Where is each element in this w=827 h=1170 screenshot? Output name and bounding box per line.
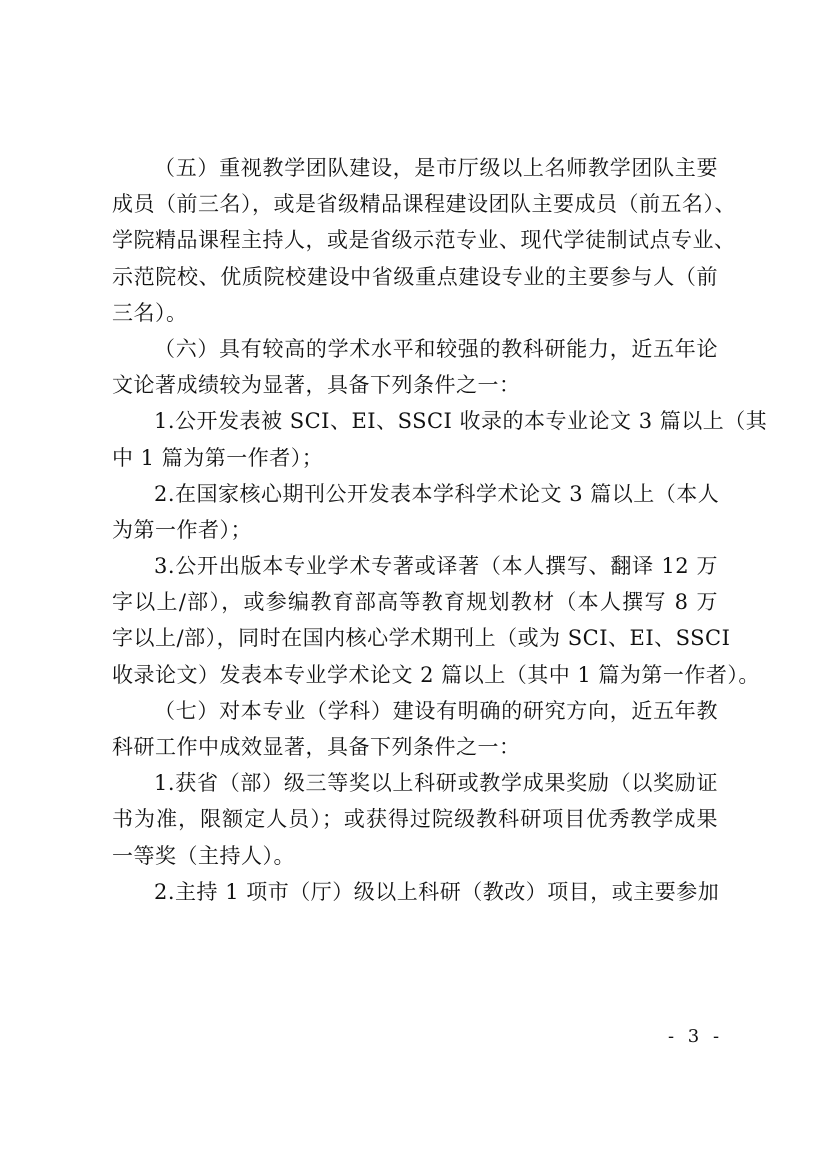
item-7-1-line-2: 书为准，限额定人员）；或获得过院级教科研项目优秀教学成果 <box>112 807 718 832</box>
paragraph-7-line-2: 科研工作中成效显著，具备下列条件之一： <box>112 735 521 759</box>
paragraph-6-line-2: 文论著成绩较为显著，具备下列条件之一： <box>112 373 521 398</box>
item-6-3-line-1: 3.公开出版本专业学术专著或译著（本人撰写、翻译 12 万 <box>154 554 718 579</box>
paragraph-5-line-2: 成员（前三名），或是省级精品课程建设团队主要成员（前五名）、 <box>112 192 736 217</box>
item-6-2-line-1: 2.在国家核心期刊公开发表本学科学术论文 3 篇以上（本人 <box>154 481 720 506</box>
item-7-1-line-3: 一等奖（主持人）。 <box>112 843 295 868</box>
paragraph-5-line-1: （五）重视教学团队建设，是市厅级以上名师教学团队主要 <box>154 156 718 180</box>
paragraph-6-line-1: （六）具有较高的学术水平和较强的教科研能力，近五年论 <box>154 336 718 361</box>
paragraph-5-line-4: 示范院校、优质院校建设中省级重点建设专业的主要参与人（前 <box>112 264 718 289</box>
item-6-3-line-3: 字以上/部），同时在国内核心学术期刊上（或为 SCI、EI、SSCI <box>112 626 731 651</box>
paragraph-5-line-5: 三名）。 <box>112 300 188 325</box>
page-number: - 3 - <box>668 1026 724 1047</box>
item-6-3-line-4: 收录论文）发表本专业学术论文 2 篇以上（其中 1 篇为第一作者）。 <box>112 662 760 687</box>
item-7-2-line-1: 2.主持 1 项市（厅）级以上科研（教改）项目，或主要参加 <box>154 879 720 904</box>
paragraph-5-line-3: 学院精品课程主持人，或是省级示范专业、现代学徒制试点专业、 <box>112 228 736 253</box>
paragraph-7-line-1: （七）对本专业（学科）建设有明确的研究方向，近五年教 <box>154 698 718 723</box>
item-6-3-line-2: 字以上/部），或参编教育部高等教育规划教材（本人撰写 8 万 <box>112 590 718 615</box>
item-6-2-line-2: 为第一作者）； <box>112 517 252 542</box>
item-6-1-line-2: 中 1 篇为第一作者）； <box>112 445 324 470</box>
item-7-1-line-1: 1.获省（部）级三等奖以上科研或教学成果奖励（以奖励证 <box>154 771 718 796</box>
body-text <box>112 150 768 910</box>
item-6-1-line-1: 1.公开发表被 SCI、EI、SSCI 收录的本专业论文 3 篇以上（其 <box>154 409 768 434</box>
